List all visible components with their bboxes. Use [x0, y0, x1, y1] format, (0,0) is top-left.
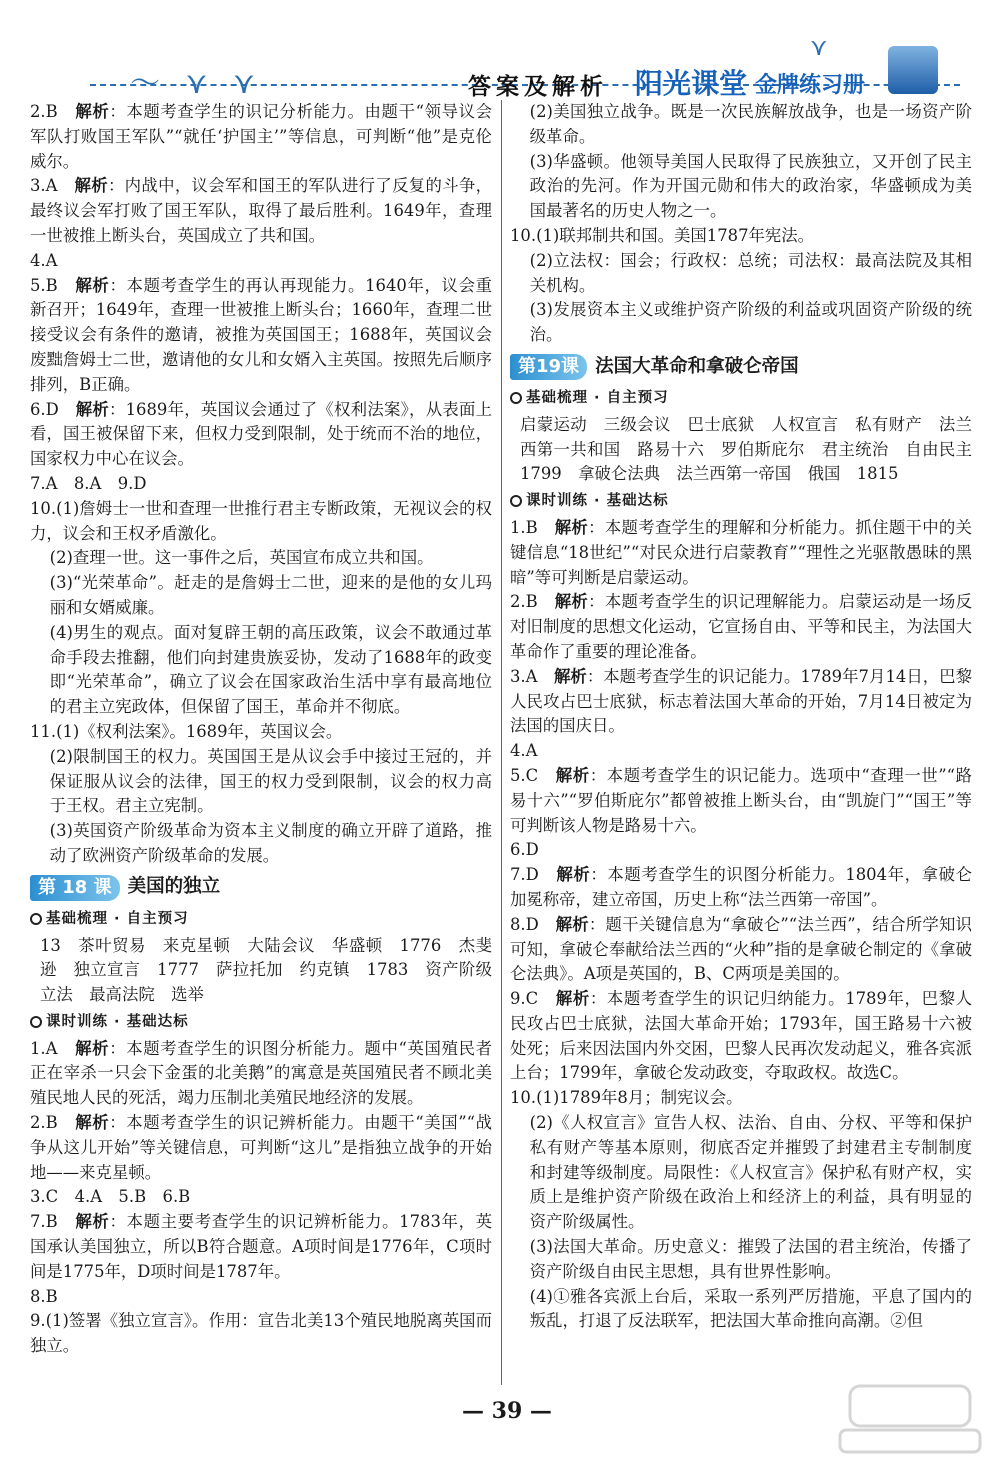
section-heading: [30, 1010, 492, 1035]
analysis-label: 解析: [75, 102, 110, 121]
section-heading: [510, 386, 972, 411]
answer-line: 3.C 4.A 5.B 6.B: [30, 1187, 191, 1207]
analysis-text: ：1689年，英国议会通过了《权利法案》，从表面上看，国王被保留下来，但权力受到限制，处于统而不治的地位，国家权力中心在议会。: [30, 399, 493, 469]
answer-line: 6.D: [510, 840, 539, 860]
answer-line: 7.A 8.A 9.D: [30, 473, 147, 493]
answer-item: [510, 913, 972, 987]
answer-item: [30, 1210, 492, 1284]
answer-number: 7.B: [30, 1212, 58, 1232]
analysis-label: 解析: [75, 1113, 110, 1133]
section-bullet-icon: [510, 392, 522, 404]
answer-item: [510, 863, 972, 913]
section-title: 基础梳理 · 自主预习: [526, 389, 669, 406]
answer-line: 4.A: [510, 741, 538, 761]
answer-line: 4.A: [30, 250, 58, 270]
answer-number: 3.A: [510, 666, 538, 686]
analysis-label: 解析: [75, 275, 110, 295]
lesson-heading: [510, 352, 972, 382]
header-brand: 阳光课堂: [635, 67, 748, 100]
analysis-label: 解析: [554, 517, 589, 537]
answer-item: [510, 987, 972, 1086]
answer-item: [510, 665, 972, 739]
left-column: [30, 100, 509, 1359]
analysis-label: 解析: [553, 666, 587, 686]
analysis-text: ：题干关键信息为“拿破仑”“法兰西”，结合所学知识可知，拿破仑奉献给法兰西的“火种”指的是拿破仑制定的《拿破仑法典》。A项是英国的，B、C两项是美国的。: [510, 914, 972, 984]
answer-subitem: (4)①雅各宾派上台后，采取一系列严厉措施，平息了国内的叛乱，打退了反法联军，把法国大革命推向高潮。②但: [529, 1286, 972, 1331]
section-bullet-icon: [30, 913, 42, 925]
analysis-label: 解析: [75, 399, 109, 419]
answer-item: [30, 398, 492, 472]
answer-subitem: (3)法国大革命。历史意义：摧毁了法国的君主统治，传播了资产阶级自由民主思想，具有世界性影响。: [529, 1237, 972, 1281]
section-bullet-icon: [510, 495, 522, 507]
analysis-text: ：本题考查学生的识记能力。选项中“查理一世”“路易十六”“罗伯斯庇尔”都曾被推上断头台，由“凯旋门”“国王”等可判断该人物是路易十六。: [510, 765, 973, 835]
answer-subitem: (3)发展资本主义或维护资产阶级的利益或巩固资产阶级的统治。: [529, 300, 972, 345]
answer-subitem: (3)“光荣革命”。赶走的是詹姆士二世，迎来的是他的女儿玛丽和女婿威廉。: [49, 573, 492, 617]
answer-line: 10.(1)詹姆士一世和查理一世推行君主专断政策，无视议会的权力，议会和王权矛盾激化。: [30, 498, 492, 543]
analysis-label: 解析: [554, 592, 589, 612]
answer-subitem: (2)立法权：国会；行政权：总统；司法权：最高法院及其相关机构。: [529, 250, 972, 295]
answer-number: 1.A: [30, 1038, 58, 1058]
answer-number: 2.B: [30, 1113, 58, 1133]
answer-number: 5.C: [510, 765, 539, 785]
page-header: [40, 18, 985, 101]
analysis-label: 解析: [555, 989, 590, 1009]
answer-subitem: (4)男生的观点。面对复辟王朝的高压政策，议会不敢通过革命手段去推翻，他们向封建贵族妥协，发动了1688年的政变即“光荣革命”，确立了议会在国家政治生活中享有最高地位的君主立宪政体，但保留了国王，革命并不彻底。: [49, 622, 492, 717]
lesson-title: 美国的独立: [127, 876, 221, 898]
analysis-text: ：本题考查学生的识记理解能力。启蒙运动是一场反对旧制度的思想文化运动，它宣扬自由、平等和民主，为法国大革命作了重要的理论准备。: [510, 592, 973, 661]
watermark-logo-icon: [830, 1378, 990, 1458]
answer-item: [30, 100, 492, 174]
answer-line: 9.(1)签署《独立宣言》。作用：宣告北美13个殖民地脱离英国而独立。: [30, 1311, 492, 1356]
answer-item: [30, 174, 492, 248]
answer-number: 3.A: [30, 176, 58, 196]
section-title: 课时训练 · 基础达标: [526, 493, 669, 510]
analysis-text: ：本题考查学生的识记分析能力。由题干“领导议会军队打败国王军队”“就任‘护国主’”等信息，可判断“他”是克伦威尔。: [30, 102, 493, 171]
answer-line: 10.(1)1789年8月；制宪议会。: [510, 1088, 743, 1108]
analysis-label: 解析: [555, 765, 590, 785]
analysis-text: ：本题考查学生的识图分析能力。题中“英国殖民者正在宰杀一只会下金蛋的北美鹅”的寓意是英国殖民者不顾北美殖民地人民的死活，竭力压制北美殖民地经济的发展。: [30, 1038, 493, 1108]
analysis-label: 解析: [75, 1212, 110, 1232]
lesson-heading: [30, 873, 492, 903]
answer-subitem: (2)限制国王的权力。英国国王是从议会手中接过王冠的，并保证服从议会的法律，国王的权力受到限制，议会的权力高于王权。君主立宪制。: [49, 746, 492, 816]
answer-number: 7.D: [510, 865, 539, 885]
answer-item: [30, 1037, 492, 1111]
analysis-text: ：本题考查学生的识记辨析能力。由题干“美国”“战争从这儿开始”等关键信息，可判断“这儿”是指独立战争的开始地——来克星顿。: [30, 1113, 493, 1182]
analysis-label: 解析: [74, 176, 108, 196]
section-title: 基础梳理 · 自主预习: [46, 910, 189, 927]
lesson-title: 法国大革命和拿破仑帝国: [595, 355, 799, 377]
right-column: [510, 100, 989, 1334]
answer-item: [30, 1111, 492, 1185]
analysis-label: 解析: [556, 865, 591, 885]
page-number: — 39 —: [462, 1398, 552, 1424]
analysis-text: ：本题考查学生的识图分析能力。1804年，拿破仑加冕称帝，建立帝国，历史上称“法兰西第一帝国”。: [510, 865, 973, 909]
answer-number: 9.C: [510, 989, 539, 1009]
analysis-text: ：本题考查学生的再认再现能力。1640年，议会重新召开；1649年，查理一世被推上断头台；1660年，查理二世接受议会有条件的邀请，被推为英国国王；1688年，英国议会废黜詹姆士二世，邀请他的女儿和女婿入主英国。按照先后顺序排列，B正确。: [30, 275, 493, 394]
header-illustration-icon: [888, 46, 938, 94]
answer-item: [510, 764, 972, 838]
answer-item: [510, 590, 972, 664]
answer-number: 5.B: [30, 275, 58, 295]
analysis-text: ：内战中，议会军和国王的军队进行了反复的斗争，最终议会军打败了国王军队，取得了最后胜利。1649年，查理一世被推上断头台，英国成立了共和国。: [30, 176, 493, 245]
key-terms: 启蒙运动 三级会议 巴士底狱 人权宣言 私有财产 法兰西第一共和国 路易十六 罗伯斯庇尔 君主统治 自由民主 1799 拿破仑法典 法兰西第一帝国 俄国 1815: [520, 414, 989, 484]
answer-subitem: (3)英国资产阶级革命为资本主义制度的确立开辟了道路，推动了欧洲资产阶级革命的发展。: [49, 821, 492, 865]
answer-subitem: (2)美国独立战争。既是一次民族解放战争，也是一场资产阶级革命。: [529, 102, 972, 146]
section-heading: [30, 907, 492, 932]
analysis-text: ：本题考查学生的识记归纳能力。1789年，巴黎人民攻占巴士底狱，法国大革命开始；1793年，国王路易十六被处死；后来因法国内外交困，巴黎人民再次发动起义，雅各宾派上台；1799年，拿破仑发动政变，夺取政权。故选C。: [510, 989, 973, 1083]
answer-line: 10.(1)联邦制共和国。美国1787年宪法。: [510, 225, 815, 245]
lesson-number-tag: 第 18 课: [30, 875, 120, 901]
section-heading: [510, 489, 972, 514]
answer-number: 2.B: [30, 102, 58, 121]
answer-subitem: (2)《人权宣言》宣告人权、法治、自由、分权、平等和保护私有财产等基本原则，彻底否定并摧毁了封建君主专制制度和封建等级制度。局限性：《人权宣言》保护私有财产权，实质上是维护资产阶级在政治上和经济上的利益，具有明显的资产阶级属性。: [529, 1113, 972, 1232]
section-bullet-icon: [30, 1016, 42, 1028]
bird-decoration-icon: 〜 ⋎ ⋎: [130, 66, 264, 101]
header-title: 答案及解析: [468, 74, 608, 100]
answer-item: [510, 516, 972, 590]
answer-number: 1.B: [510, 517, 538, 537]
section-title: 课时训练 · 基础达标: [46, 1013, 189, 1030]
lesson-number-tag: 第19课: [510, 354, 587, 380]
answer-subitem: (2)查理一世。这一事件之后，英国宣布成立共和国。: [49, 548, 434, 568]
answer-subitem: (3)华盛顿。他领导美国人民取得了民族独立，又开创了民主政治的先河。作为开国元勋和伟大的政治家，华盛顿成为美国最著名的历史人物之一。: [529, 151, 972, 221]
answer-number: 6.D: [30, 399, 59, 419]
analysis-label: 解析: [75, 1038, 110, 1058]
answer-line: 8.B: [30, 1286, 58, 1306]
header-brand-sub: 金牌练习册: [755, 73, 866, 98]
answer-item: [30, 274, 492, 398]
answer-line: 11.(1)《权利法案》。1689年，英国议会。: [30, 721, 343, 741]
answer-number: 2.B: [510, 592, 538, 612]
column-divider: [501, 100, 502, 1385]
answer-number: 8.D: [510, 914, 539, 934]
analysis-label: 解析: [555, 914, 589, 934]
analysis-text: ：本题考查学生的理解和分析能力。抓住题干中的关键信息“18世纪”“对民众进行启蒙教育”“理性之光驱散愚昧的黑暗”等可判断是启蒙运动。: [510, 517, 973, 587]
bird-decoration-icon: ⋎: [810, 33, 828, 61]
analysis-text: ：本题主要考查学生的识记辨析能力。1783年，英国承认美国独立，所以B符合题意。A项时间是1776年，C项时间是1775年，D项时间是1787年。: [30, 1212, 493, 1281]
key-terms: 13 茶叶贸易 来克星顿 大陆会议 华盛顿 1776 杰斐逊 独立宣言 1777 萨拉托加 约克镇 1783 资产阶级 立法 最高法院 选举: [40, 935, 509, 1005]
analysis-text: ：本题考查学生的识记能力。1789年7月14日，巴黎人民攻占巴士底狱，标志着法国大革命的开始，7月14日被定为法国的国庆日。: [510, 666, 973, 736]
